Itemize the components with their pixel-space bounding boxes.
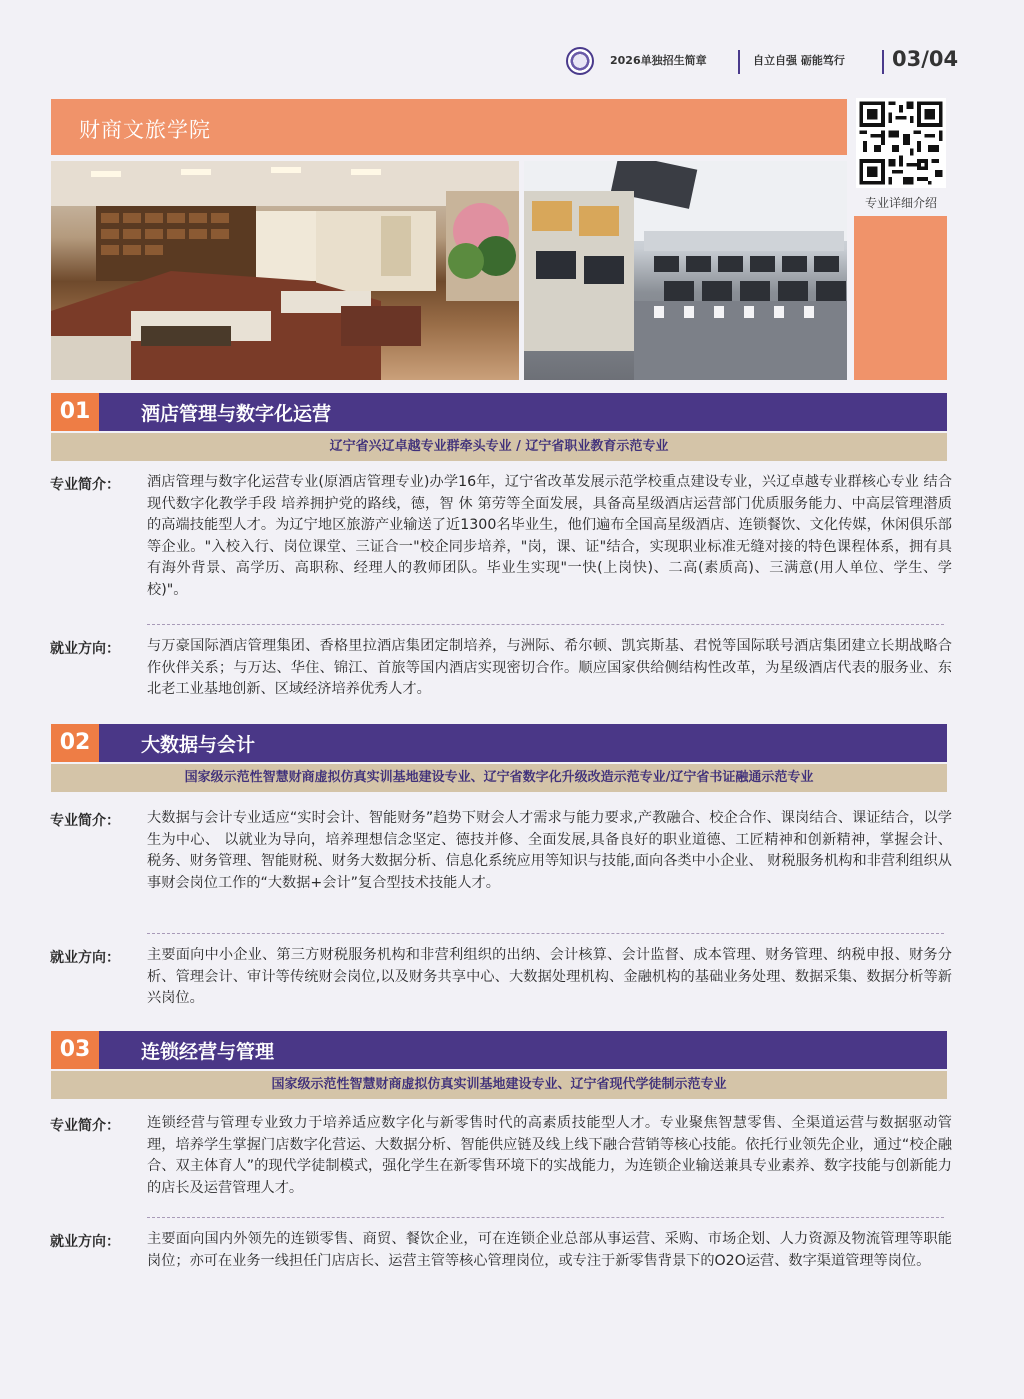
program-header [51,724,947,762]
section-divider [147,933,944,934]
computer-lab-image [524,161,847,380]
program-honors: 国家级示范性智慧财商虚拟仿真实训基地建设专业、辽宁省现代学徒制示范专业 [51,1071,947,1099]
program-honors: 辽宁省兴辽卓越专业群牵头专业 / 辽宁省职业教育示范专业 [51,433,947,461]
program-header [51,1031,947,1069]
program-honors: 国家级示范性智慧财商虚拟仿真实训基地建设专业、辽宁省数字化升级改造示范专业/辽宁省书证融通示范专业 [51,764,947,792]
program-number: 02 [51,724,99,762]
program-intro: 酒店管理与数字化运营专业(原酒店管理专业)办学16年，辽宁省改革发展示范学校重点建设专业，兴辽卓越专业群核心专业 结合现代数字化教学手段 培养拥护党的路线，德，智 休 第劳等全面发展，具备高星级酒店运营部门优质服务能力、中高层管理潜质的高端技能型人才。为辽宁地区旅游产业输送了近1300名毕业生，他们遍布全国高星级酒店、连锁餐饮、文化传媒，休闲俱乐部等企业。"入校入行、岗位课堂、三证合一"校企同步培养，"岗，课、证"结合，实现职业标准无缝对接的特色课程体系，拥有具有海外背景、高学历、高职称、经理人的教师团队。毕业生实现"一快(上岗快)、二高(素质高)、三满意(用人单位、学生、学校)"。 [147,474,952,598]
program-intro: 大数据与会计专业适应“实时会计、智能财务”趋势下财会人才需求与能力要求,产教融合、校企合作、课岗结合、课证结合，以学生为中心、 以就业为导向，培养理想信念坚定、德技并修、全面发展,具备良好的职业道德、工匠精神和创新精神，掌握会计、 税务、财务管理、智能财税、财务大数据分析、信息化系统应用等知识与技能,面向各类中小企业、 财税服务机构和非营利组织从事财会岗位工作的“大数据+会计”复合型技术技能人才。 [147,810,952,891]
section-divider [147,624,944,625]
intro-label: 专业简介： [50,1118,120,1134]
program-name: 连锁经营与管理 [141,1041,275,1063]
tea-room-image [51,161,519,380]
section-divider [147,1217,944,1218]
computer-lab-photo [524,161,847,380]
program-intro: 连锁经营与管理专业致力于培养适应数字化与新零售时代的高素质技能型人才。专业聚焦智慧零售、全渠道运营与数据驱动管理，培养学生掌握门店数字化营运、大数据分析、智能供应链及线上线下融合营销等核心技能。依托行业领先企业，通过“校企融合、双主体育人”的现代学徒制模式，强化学生在新零售环境下的实战能力，为连锁企业输送兼具专业素养、数字技能与创新能力的店长及运营管理人才。 [147,1115,952,1196]
program-name: 酒店管理与数字化运营 [141,403,332,425]
college-name: 财商文旅学院 [79,118,211,142]
qr-caption: 专业详细介绍 [864,196,937,210]
intro-label: 专业简介： [50,477,120,493]
program-career: 主要面向中小企业、第三方财税服务机构和非营利组织的出纳、会计核算、会计监督、成本管理、财务管理、纳税申报、财务分析、管理会计、审计等传统财会岗位,以及财务共享中心、大数据处理机构、金融机构的基础业务处理、数据采集、数据分析等新兴岗位。 [147,947,952,1006]
college-banner [51,99,847,155]
career-label: 就业方向： [50,950,120,966]
page-number: 03/04 [892,47,959,71]
program-name: 大数据与会计 [141,734,256,756]
qr-code[interactable] [856,98,946,188]
school-motto: 自立自强 砺能笃行 [753,54,845,67]
school-logo [566,47,594,75]
page-header [566,44,986,78]
tea-room-photo [51,161,519,380]
career-label: 就业方向： [50,641,120,657]
career-label: 就业方向： [50,1234,120,1250]
qr-code-icon [856,98,946,188]
program-header [51,393,947,431]
program-number: 03 [51,1031,99,1069]
program-career: 与万豪国际酒店管理集团、香格里拉酒店集团定制培养，与洲际、希尔顿、凯宾斯基、君悦等国际联号酒店集团建立长期战略合作伙伴关系；与万达、华住、锦江、首旅等国内酒店实现密切合作。顺应国家供给侧结构性改革，为星级酒店代表的服务业、东北老工业基地创新、区域经济培养优秀人才。 [147,638,952,697]
header-divider [738,50,740,74]
header-divider [882,50,884,74]
brochure-title: 2026单独招生简章 [610,54,707,67]
program-number: 01 [51,393,99,431]
intro-label: 专业简介： [50,813,120,829]
decorative-strip [854,216,947,380]
program-career: 主要面向国内外领先的连锁零售、商贸、餐饮企业，可在连锁企业总部从事运营、采购、市场企划、人力资源及物流管理等职能岗位；亦可在业务一线担任门店店长、运营主管等核心管理岗位，或专注于新零售背景下的O2O运营、数字渠道管理等岗位。 [147,1231,952,1269]
